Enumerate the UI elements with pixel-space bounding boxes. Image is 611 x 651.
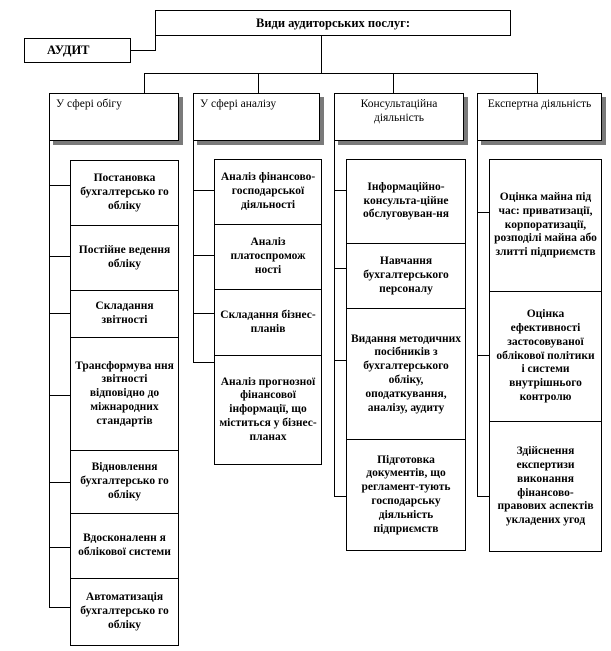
item-accounting-restoration: Відновлення бухгалтерсько го обліку [70, 450, 179, 514]
connector [144, 73, 537, 74]
item-ongoing-accounting: Постійне ведення обліку [70, 225, 179, 291]
connector [334, 360, 346, 361]
connector [49, 607, 70, 608]
connector [334, 496, 346, 497]
connector [321, 36, 322, 74]
category-header-analysis: У сфері аналізу [193, 93, 320, 141]
connector [155, 36, 156, 50]
item-info-consulting: Інформаційно-консульта-ційне обслуговуван-ня [346, 159, 466, 244]
connector [537, 73, 538, 93]
category-header-circulation: У сфері обігу [49, 93, 179, 141]
item-property-valuation: Оцінка майна під час: приватизації, корпоратизації, розподілі майна або злитті підприємств [489, 159, 602, 292]
connector [49, 482, 70, 483]
item-contract-expertise: Здійснення експертизи виконання фінансово-правових аспектів укладених угод [489, 421, 602, 552]
connector [49, 256, 70, 257]
connector [49, 185, 70, 186]
item-system-improvement: Вдосконаленн я облікової системи [70, 513, 179, 579]
connector [193, 313, 214, 314]
item-policy-efficiency: Оцінка ефективності застосовуваної облікової політики і системи внутрішнього контролю [489, 291, 602, 422]
item-accounting-setup: Постановка бухгалтерсько го обліку [70, 160, 179, 226]
connector [193, 362, 214, 363]
connector [477, 496, 489, 497]
category-header-consulting: Консультаційна діяльність [334, 93, 464, 141]
connector [334, 190, 346, 191]
connector [131, 50, 156, 51]
connector [334, 268, 346, 269]
item-financial-analysis: Аналіз фінансово-господарської діяльності [214, 159, 322, 225]
connector [477, 141, 478, 497]
connector [193, 141, 194, 363]
item-regulatory-documents: Підготовка документів, що регламент-тують господарську діяльність підприємств [346, 439, 466, 551]
item-ifrs-transformation: Трансформува ння звітності відповідно до міжнародних стандартів [70, 337, 179, 451]
connector [193, 190, 214, 191]
item-methodical-publications: Видання методичних посібників з бухгалтерського обліку, оподаткування, аналізу, аудиту [346, 308, 466, 440]
item-reporting: Складання звітності [70, 290, 179, 338]
audit-box: АУДИТ [24, 38, 131, 63]
connector [144, 73, 145, 93]
connector [258, 73, 259, 93]
item-solvency-analysis: Аналіз платоспромож ності [214, 224, 322, 290]
connector [49, 141, 50, 608]
connector [49, 395, 70, 396]
category-header-expert: Експертна діяльність [477, 93, 602, 141]
connector [477, 212, 489, 213]
connector [49, 547, 70, 548]
connector [49, 313, 70, 314]
item-forecast-analysis: Аналіз прогнозної фінансової інформації, що міститься у бізнес-планах [214, 355, 322, 465]
item-automation: Автоматизація бухгалтерсько го обліку [70, 578, 179, 646]
item-staff-training: Навчання бухгалтерського персоналу [346, 243, 466, 309]
diagram-title: Види аудиторських послуг: [155, 10, 511, 36]
connector [334, 141, 335, 497]
connector [393, 73, 394, 93]
connector [193, 255, 214, 256]
item-business-plans: Складання бізнес-планів [214, 289, 322, 356]
connector [477, 355, 489, 356]
